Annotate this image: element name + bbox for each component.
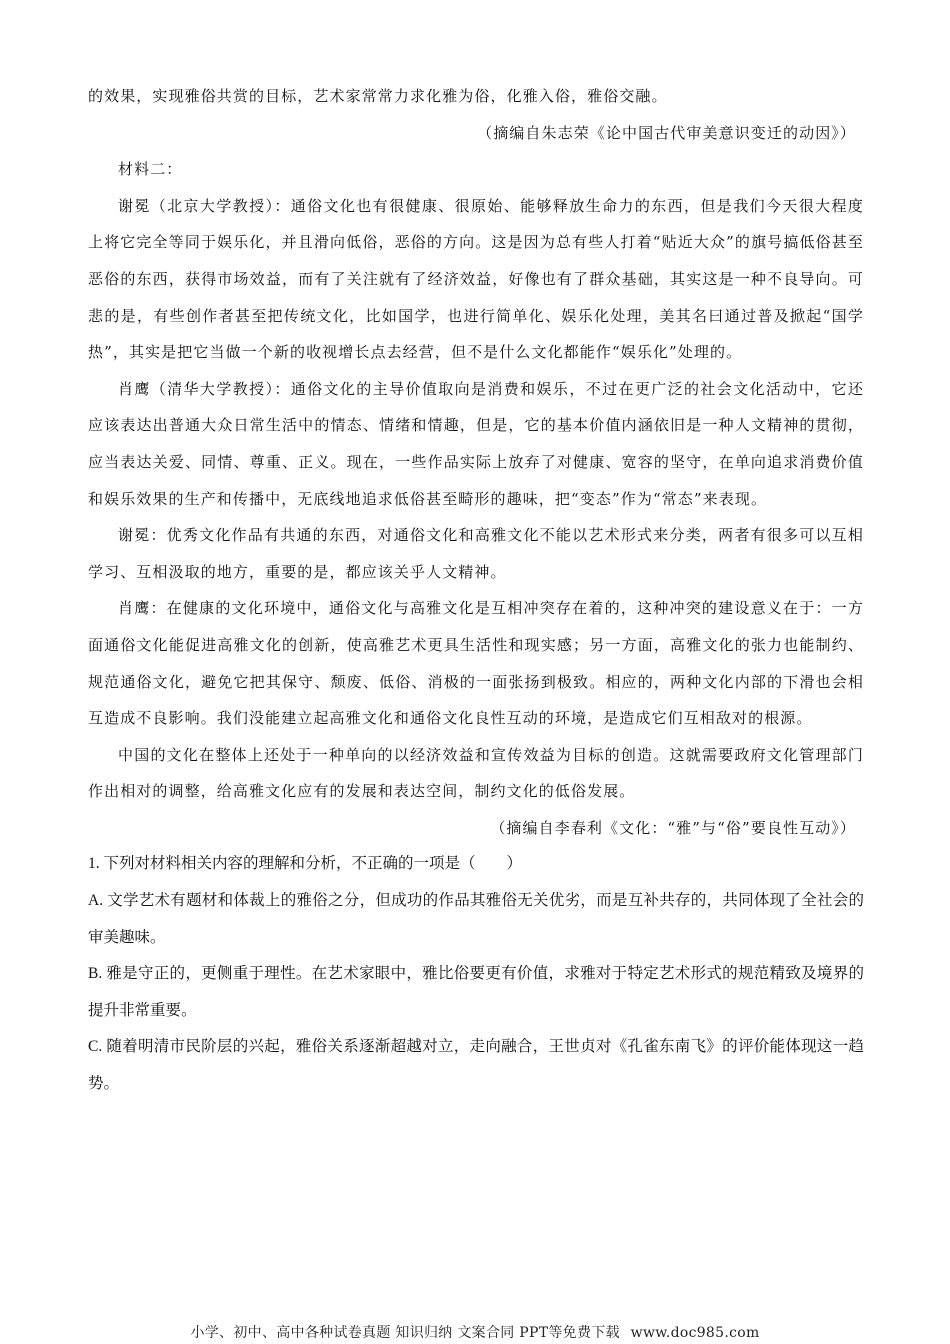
footer-text: 小学、初中、高中各种试卷真题 知识归纳 文案合同 PPT等免费下载 [190,1325,620,1341]
footer-url[interactable]: www.doc985.com [630,1325,760,1341]
paragraph-xiao-ying-2: 肖鹰：在健康的文化环境中，通俗文化与高雅文化是互相冲突存在着的，这种冲突的建设意义在于：一方面通俗文化能促进高雅文化的创新，使高雅艺术更具生活性和现实感；另一方面，高雅文化的张力也能制约、规范通俗文化，避免它把其保守、颓废、低俗、消极的一面张扬到极致。相应的，两种文化内部的下滑也会相互造成不良影响。我们没能建立起高雅文化和通俗文化良性互动的环境，是造成它们互相敌对的根源。 [88,599,864,728]
paragraph-xie-mian-2: 谢冕：优秀文化作品有共通的东西，对通俗文化和高雅文化不能以艺术形式来分类，两者有很多可以互相学习、互相汲取的地方，重要的是，都应该关乎人文精神。 [88,526,864,581]
document-page [88,78,864,1103]
paragraph-conclusion: 中国的文化在整体上还处于一种单向的以经济效益和宣传效益为目标的创造。这就需要政府文化管理部门作出相对的调整，给高雅文化应有的发展和表达空间，制约文化的低俗发展。 [88,745,864,801]
option-a: A. 文学艺术有题材和体裁上的雅俗之分，但成功的作品其雅俗无关优劣，而是互补共存的，共同体现了全社会的审美趣味。 [88,892,864,946]
material-one-tail: 的效果，实现雅俗共赏的目标，艺术家常常力求化雅为俗，化雅入俗，雅俗交融。 [88,87,668,105]
source-citation-1: （摘编自朱志荣《论中国古代审美意识变迁的动因》） [477,123,856,142]
page-footer [0,1322,950,1342]
paragraph-xiao-ying-1: 肖鹰（清华大学教授）：通俗文化的主导价值取向是消费和娱乐，不过在更广泛的社会文化活动中，它还应该表达出普通大众日常生活中的情态、情绪和情趣，但是，它的基本价值内涵依旧是一种人文精神的贯彻，应当表达关爱、同情、尊重、正义。现在，一些作品实际上放弃了对健康、宽容的坚守，在单向追求消费价值和娱乐效果的生产和传播中，无底线地追求低俗甚至畸形的趣味，把“变态”作为“常态”来表现。 [88,379,864,508]
paragraph-xie-mian-1: 谢冕（北京大学教授）：通俗文化也有很健康、很原始、能够释放生命力的东西，但是我们今天很大程度上将它完全等同于娱乐化，并且滑向低俗，恶俗的方向。这是因为总有些人打着“贴近大众”的旗号搞低俗甚至恶俗的东西，获得市场效益，而有了关注就有了经济效益，好像也有了群众基础，其实这是一种不良导向。可悲的是，有些创作者甚至把传统文化，比如国学，也进行简单化、娱乐化处理，美其名曰通过普及掀起“国学热”，其实是把它当做一个新的收视增长点去经营，但不是什么文化都能作“娱乐化”处理的。 [88,196,864,362]
source-citation-2: （摘编自李春利《文化：“雅”与“俗”要良性互动》） [490,818,856,837]
option-b: B. 雅是守正的，更侧重于理性。在艺术家眼中，雅比俗要更有价值，求雅对于特定艺术形式的规范精致及境界的提升非常重要。 [88,965,864,1019]
question-stem: 1. 下列对材料相关内容的理解和分析，不正确的一项是（ ） [88,855,523,873]
option-c: C. 随着明清市民阶层的兴起，雅俗关系逐渐超越对立，走向融合，王世贞对《孔雀东南飞》的评价能体现这一趋势。 [88,1038,864,1093]
material-two-heading: 材料二： [118,160,183,179]
